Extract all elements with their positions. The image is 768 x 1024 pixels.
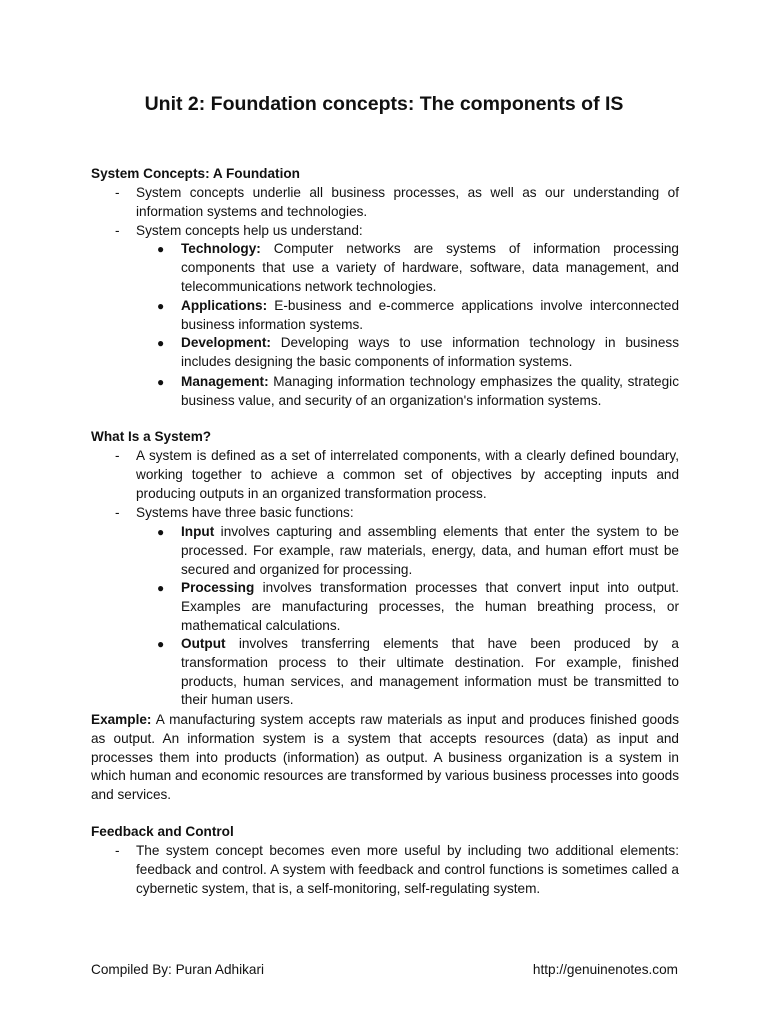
- section-heading-system-concepts: System Concepts: A Foundation: [91, 166, 300, 181]
- list-item-text: System concepts help us understand:: [136, 223, 363, 238]
- list-item-text: The system concept becomes even more useful by including two additional elements: feedback and control. A system with feedback and control functions is sometimes called a cybernetic system, that is, a self-monitoring, self-regulating system.: [136, 843, 679, 896]
- dash-marker: -: [115, 448, 120, 463]
- footer-url: http://genuinenotes.com: [532, 962, 678, 977]
- footer-author: Compiled By: Puran Adhikari: [91, 962, 265, 977]
- bullet-term: Processing: [181, 580, 255, 595]
- example-paragraph: [91, 711, 679, 805]
- bullet-text: Managing information technology emphasizes the quality, strategic business value, and security of an organization's information systems.: [181, 374, 679, 408]
- bullet-icon: ●: [157, 336, 165, 350]
- bullet-icon: ●: [157, 637, 165, 651]
- bullet-item-development: [157, 334, 679, 372]
- bullet-item-applications: [157, 297, 679, 335]
- bullet-term: Output: [181, 636, 226, 651]
- section-heading-feedback-control: Feedback and Control: [91, 824, 234, 839]
- bullet-item-management: [157, 373, 679, 411]
- bullet-text: involves transferring elements that have been produced by a transformation process to their ultimate destination. For example, finished products, human services, and management information must be transmitted to their human users.: [181, 636, 679, 708]
- list-item-text: System concepts underlie all business processes, as well as our understanding of information systems and technologies.: [136, 185, 679, 219]
- bullet-term: Applications:: [181, 298, 268, 313]
- bullet-icon: ●: [157, 242, 165, 256]
- list-item-text: Systems have three basic functions:: [136, 505, 354, 520]
- bullet-item-technology: [157, 240, 679, 296]
- list-item: [91, 222, 679, 241]
- list-item: [91, 842, 679, 898]
- bullet-text: E-business and e-commerce applications involve interconnected business information systems.: [181, 298, 679, 332]
- dash-marker: -: [115, 843, 120, 858]
- section-heading-what-is-a-system: What Is a System?: [91, 429, 212, 444]
- list-item: [91, 504, 679, 523]
- bullet-term: Technology:: [181, 241, 261, 256]
- example-term: Example:: [91, 712, 152, 727]
- bullet-text: involves transformation processes that convert input into output. Examples are manufacturing processes, the human breathing process, or mathematical calculations.: [181, 580, 679, 633]
- list-item: [91, 184, 679, 222]
- dash-marker: -: [115, 505, 120, 520]
- bullet-term: Management:: [181, 374, 269, 389]
- bullet-icon: ●: [157, 375, 165, 389]
- bullet-text: Developing ways to use information technology in business includes designing the basic components of information systems.: [181, 335, 679, 369]
- dash-marker: -: [115, 185, 120, 200]
- bullet-icon: ●: [157, 581, 165, 595]
- bullet-text: Computer networks are systems of information processing components that use a variety of hardware, software, data management, and telecommunications network technologies.: [181, 241, 679, 294]
- bullet-text: involves capturing and assembling elements that enter the system to be processed. For example, raw materials, energy, data, and human effort must be secured and organized for processing.: [181, 524, 679, 577]
- list-item-text: A system is defined as a set of interrelated components, with a clearly defined boundary, working together to achieve a common set of objectives by accepting inputs and producing outputs in an organized transformation process.: [136, 448, 679, 501]
- bullet-icon: ●: [157, 299, 165, 313]
- bullet-item-output: [157, 635, 679, 710]
- list-item: [91, 447, 679, 503]
- bullet-item-input: [157, 523, 679, 579]
- dash-marker: -: [115, 223, 120, 238]
- example-text: A manufacturing system accepts raw materials as input and produces finished goods as output. An information system is a system that accepts resources (data) as input and processes them into products (information) as output. A business organization is a system in which human and economic resources are transformed by various business processes into goods and services.: [91, 712, 679, 803]
- bullet-term: Development:: [181, 335, 271, 350]
- bullet-icon: ●: [157, 525, 165, 539]
- bullet-term: Input: [181, 524, 215, 539]
- bullet-item-processing: [157, 579, 679, 635]
- page-title: Unit 2: Foundation concepts: The components of IS: [144, 93, 624, 115]
